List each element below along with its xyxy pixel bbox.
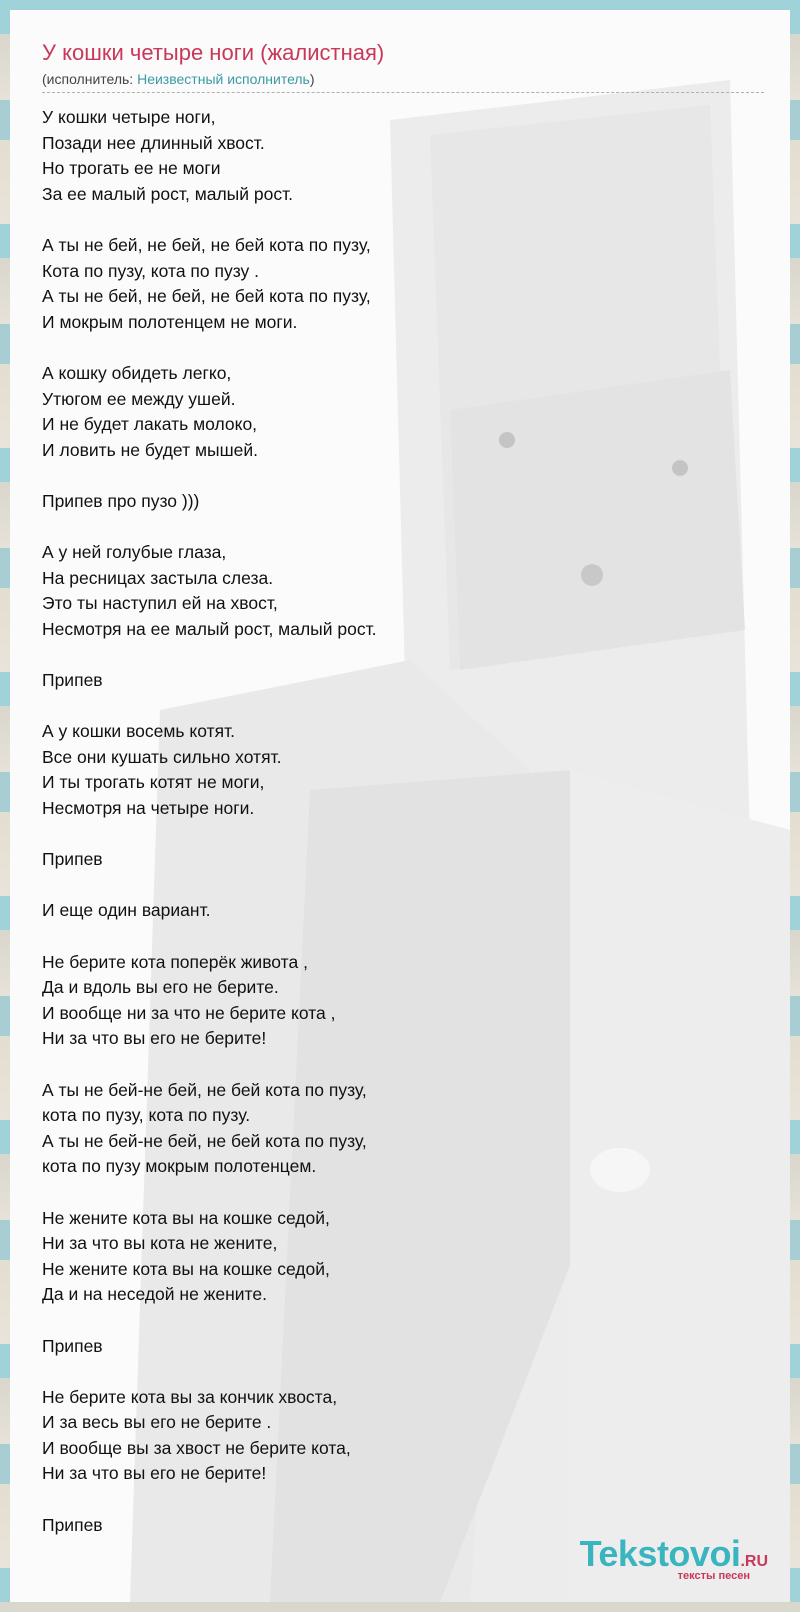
lyric-line: Припев про пузо ))) [42,490,200,511]
lyric-line: Да и на неседой не жените. [42,1284,267,1305]
lyric-line: Кота по пузу, кота по пузу . [42,260,260,281]
lyric-line: Позади нее длинный хвост. [42,132,265,153]
lyric-line: Ни за что вы его не берите! [42,1463,267,1484]
stanza-gap [42,1180,772,1206]
lyric-line: А кошку обидеть легко, [42,362,232,383]
lyric-line: кота по пузу мокрым полотенцем. [42,1156,317,1177]
lyric-line: И еще один вариант. [42,900,211,921]
lyrics-text [42,105,772,1538]
artist-suffix: ) [309,71,315,87]
stanza-gap [42,335,772,361]
lyric-line: Ни за что вы кота не жените, [42,1233,278,1254]
lyric-line: И ты трогать котят не моги, [42,772,265,793]
lyric-line: На ресницах застыла слеза. [42,567,274,588]
lyric-line: Припев [42,1335,103,1356]
lyric-line: Все они кушать сильно хотят. [42,746,282,767]
lyric-line: кота по пузу, кота по пузу. [42,1105,251,1126]
lyric-line: Не берите кота вы за кончик хвоста, [42,1386,338,1407]
song-content [42,38,772,1538]
lyric-line: Несмотря на четыре ноги. [42,798,255,819]
artist-line [42,70,772,88]
lyric-line: И ловить не будет мышей. [42,439,258,460]
logo-name: Tekstovoi [579,1533,741,1574]
site-logo[interactable] [579,1533,768,1582]
lyric-line: А ты не бей, не бей, не бей кота по пузу, [42,286,371,307]
lyric-line: И вообще вы за хвост не берите кота, [42,1437,351,1458]
stanza-gap [42,873,772,899]
divider [42,92,764,93]
lyric-line: Припев [42,849,103,870]
lyric-line: Не берите кота поперёк живота , [42,951,308,972]
lyric-line: Утюгом ее между ушей. [42,388,236,409]
stanza-gap [42,1359,772,1385]
lyric-line: А у ней голубые глаза, [42,542,227,563]
stanza-gap [42,822,772,848]
lyric-line: Не жените кота вы на кошке седой, [42,1207,330,1228]
stanza-gap [42,924,772,950]
lyric-line: И мокрым полотенцем не моги. [42,311,298,332]
stanza-gap [42,1308,772,1334]
stanza-gap [42,1487,772,1513]
lyric-line: А ты не бей-не бей, не бей кота по пузу, [42,1130,367,1151]
stanza-gap [42,463,772,489]
artist-prefix: (исполнитель: [42,71,138,87]
lyric-line: Но трогать ее не моги [42,158,221,179]
lyric-line: И не будет лакать молоко, [42,414,258,435]
lyric-line: Да и вдоль вы его не берите. [42,977,279,998]
lyric-line: Припев [42,670,103,691]
lyric-line: И за весь вы его не берите . [42,1412,272,1433]
song-title: У кошки четыре ноги (жалистная) [42,40,385,65]
lyrics-card [10,10,790,1602]
lyric-line: И вообще ни за что не берите кота , [42,1002,336,1023]
stanza-gap [42,1052,772,1078]
lyric-line: Припев [42,1514,103,1535]
stanza-gap [42,642,772,668]
lyric-line: У кошки четыре ноги, [42,107,216,127]
stanza-gap [42,207,772,233]
stanza-gap [42,515,772,541]
logo-tagline: тексты песен [677,1570,750,1582]
artist-link[interactable]: Неизвестный исполнитель [137,71,310,87]
lyric-line: А ты не бей, не бей, не бей кота по пузу, [42,234,371,255]
lyric-line: Несмотря на ее малый рост, малый рост. [42,618,377,639]
lyric-line: А у кошки восемь котят. [42,721,236,742]
logo-tld: .RU [740,1553,768,1570]
lyric-line: За ее малый рост, малый рост. [42,183,294,204]
stanza-gap [42,694,772,720]
lyric-line: Ни за что вы его не берите! [42,1028,267,1049]
lyric-line: Это ты наступил ей на хвост, [42,593,278,614]
lyric-line: Не жените кота вы на кошке седой, [42,1258,330,1279]
lyric-line: А ты не бей-не бей, не бей кота по пузу, [42,1079,367,1100]
